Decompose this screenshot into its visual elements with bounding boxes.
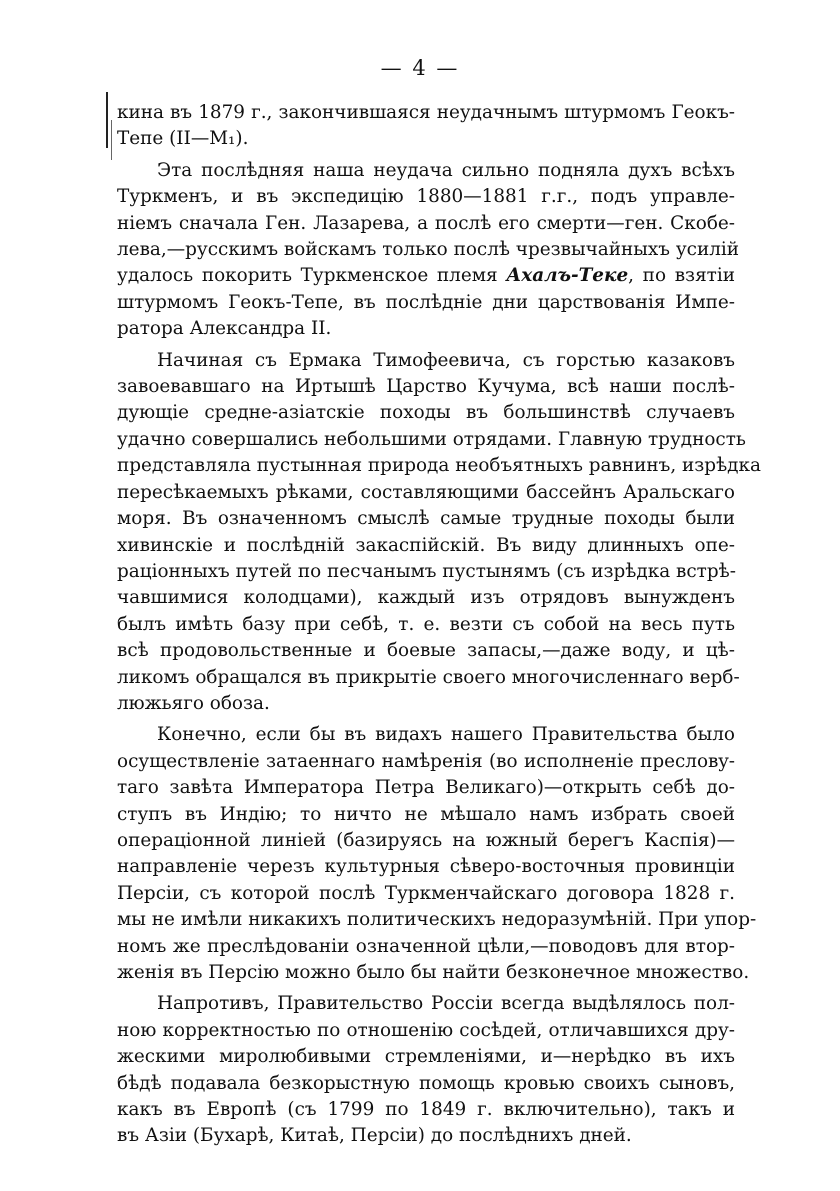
text-line: чавшимися колодцами), каждый изъ отрядовъ вынужденъ: [117, 587, 735, 609]
text-line: моря. Въ означенномъ смыслѣ самые трудные походы были: [117, 508, 735, 530]
margin-mark: [106, 92, 108, 148]
paragraph: [117, 348, 761, 718]
text-line: ликомъ обращался въ прикрытіе своего многочисленнаго верб-: [117, 666, 740, 688]
text-line: кина въ 1879 г., закончившаяся неудачнымъ штурмомъ Геокъ-: [117, 102, 735, 123]
text-line: Тепе (II—M₁).: [117, 128, 249, 150]
text-line: таго завѣта Императора Петра Великаго)—открыть себѣ до-: [117, 777, 735, 799]
text-line: Конечно, если бы въ видахъ нашего Правительства было: [157, 724, 735, 746]
text-line: номъ же преслѣдованіи означенной цѣли,—поводовъ для втор-: [117, 935, 735, 957]
text-line: Эта послѣдняя наша неудача сильно подняла духъ всѣхъ: [157, 159, 735, 181]
text-line: жескими миролюбивыми стремленіями, и—нерѣдко въ ихъ: [117, 1046, 735, 1068]
text-line: ною корректностью по отношенію сосѣдей, отличавшихся дру-: [117, 1019, 735, 1041]
text-line: ратора Александра II.: [117, 318, 332, 340]
text-line: направленіе черезъ культурныя сѣверо-восточныя провинціи: [117, 856, 735, 878]
italic-term: Ахалъ-Теке: [506, 265, 629, 287]
text-line: удачно совершались небольшими отрядами. Главную трудность: [117, 428, 746, 450]
text-line: люжьяго обоза.: [117, 692, 270, 714]
paragraph: [117, 100, 735, 153]
text-line: Туркменъ, и въ экспедицію 1880—1881 г.г., подъ управле-: [117, 186, 735, 208]
text-line: бѣдѣ подавала безкорыстную помощь кровью своихъ сыновъ,: [117, 1072, 735, 1094]
text-line: представляла пустынная природа необъятныхъ равнинъ, изрѣдка: [117, 455, 761, 477]
text-line: Персіи, съ которой послѣ Туркменчайскаго договора 1828 г.: [117, 882, 735, 904]
text-line: штурмомъ Геокъ-Тепе, въ послѣдніе дни царствованія Импе-: [117, 291, 735, 313]
body-text: [117, 100, 761, 1155]
paragraph: [117, 991, 735, 1149]
text-line: ніемъ сначала Ген. Лазарева, а послѣ его смерти—ген. Скобе-: [117, 212, 735, 234]
page-number: — 4 —: [380, 56, 460, 80]
paragraph: [117, 722, 757, 986]
text-line: осуществленіе затаеннаго намѣренія (во исполненіе пресловy-: [117, 750, 735, 772]
text-line: женія въ Персію можно было бы найти безконечное множество.: [117, 962, 750, 983]
text-line: удалось покорить Туркменское племя Ахалъ-Теке, по взятіи: [117, 265, 735, 287]
margin-mark-secondary: [111, 120, 112, 160]
text-line: пересѣкаемыхъ рѣками, составляющими бассейнъ Аральскаго: [117, 481, 735, 503]
text-line: операціонной линіей (базируясь на южный берегъ Каспія)—: [117, 829, 735, 851]
text-line: ступъ въ Индію; то ничто не мѣшало намъ избрать своей: [117, 803, 735, 825]
paragraph-gap: [117, 1150, 735, 1155]
text-line: мы не имѣли никакихъ политическихъ недоразумѣній. При упор-: [117, 909, 757, 931]
text-line: какъ въ Европѣ (съ 1799 по 1849 г. включительно), такъ и: [117, 1099, 735, 1121]
text-line: лева,—русскимъ войскамъ только послѣ чрезвычайныхъ усилій: [117, 239, 740, 261]
text-line: дующіе средне-азіатскіе походы въ большинствѣ случаевъ: [117, 402, 735, 424]
text-line: всѣ продовольственные и боевые запасы,—даже воду, и цѣ-: [117, 640, 735, 662]
text-line: въ Азіи (Бухарѣ, Китаѣ, Персіи) до послѣднихъ дней.: [117, 1125, 632, 1147]
text-line: раціонныхъ путей по песчанымъ пустынямъ (съ изрѣдка встрѣ-: [117, 560, 736, 582]
text-line: былъ имѣть базу при себѣ, т. е. везти съ собой на весь путь: [117, 613, 735, 635]
text-line: хивинскіе и послѣдній закаспійскій. Въ виду длинныхъ опе-: [117, 534, 735, 556]
text-line: Начиная съ Ермака Тимофеевича, съ горстью казаковъ: [157, 349, 735, 371]
text-line: завоевавшаго на Иртышѣ Царство Кучума, всѣ наши послѣ-: [117, 376, 735, 398]
paragraph: [117, 158, 740, 343]
text-line: Напротивъ, Правительство Россіи всегда выдѣлялось пол-: [157, 993, 735, 1015]
